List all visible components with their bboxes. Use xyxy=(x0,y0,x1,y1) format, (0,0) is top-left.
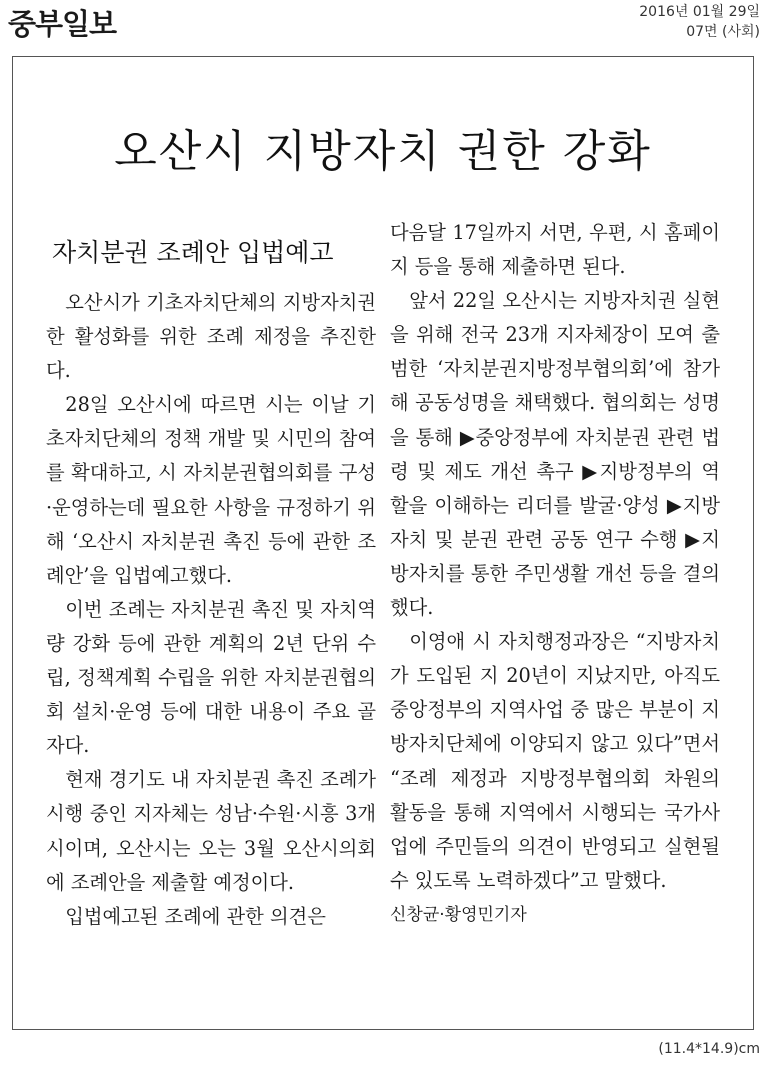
paragraph: 오산시가 기초자치단체의 지방자치권한 활성화를 위한 조례 제정을 추진한다. xyxy=(46,291,376,383)
article-subheadline: 자치분권 조례안 입법예고 xyxy=(52,238,334,267)
paragraph: 이번 조례는 자치분권 촉진 및 자치역량 강화 등에 관한 계획의 2년 단위 수립, 정책계획 수립을 위한 자치분권협의회 설치·운영 등에 대한 내용이 주요 골자다. xyxy=(46,597,376,758)
article-size-note: (11.4*14.9)cm xyxy=(658,1041,760,1057)
page-section: 07면 (사회) xyxy=(686,24,760,40)
paragraph: 입법예고된 조례에 관한 의견은 xyxy=(65,904,326,928)
article-headline: 오산시 지방자치 권한 강화 xyxy=(114,126,652,177)
paragraph: 앞서 22일 오산시는 지방자치권 실현을 위해 전국 23개 지자체장이 모여 출범한 ‘자치분권지방정부협의회’에 참가해 공동성명을 채택했다. 협의회는 성명을 통해 ▶중앙정부에 자치분권 관련 법령 및 제도 개선 촉구 ▶지방정부의 역할을 이해하는 리더를 발굴·양성 ▶지방자치 및 분권 관련 공동 연구 수행 ▶지방자치를 통한 주민생활 개선 등을 결의했다. xyxy=(390,289,720,620)
article-column-right xyxy=(390,216,720,932)
article-column-left xyxy=(46,238,376,934)
article-byline: 신창균·황영민기자 xyxy=(390,904,527,925)
paragraph: 현재 경기도 내 자치분권 촉진 조례가 시행 중인 지자체는 성남·수원·시흥 3개시이며, 오산시는 오는 3월 오산시의회에 조례안을 제출할 예정이다. xyxy=(46,768,376,894)
paragraph: 28일 오산시에 따르면 시는 이날 기초자치단체의 정책 개발 및 시민의 참여를 확대하고, 시 자치분권협의회를 구성·운영하는데 필요한 사항을 규정하기 위해 ‘오산시 자치분권 촉진 등에 관한 조례안’을 입법예고했다. xyxy=(46,393,376,587)
newspaper-masthead: 중부일보 xyxy=(8,7,117,41)
publication-date: 2016년 01월 29일 xyxy=(639,4,760,20)
paragraph: 다음달 17일까지 서면, 우편, 시 홈페이지 등을 통해 제출하면 된다. xyxy=(390,221,720,279)
publication-info xyxy=(639,2,760,42)
paragraph: 이영애 시 자치행정과장은 “지방자치가 도입된 지 20년이 지났지만, 아직도 중앙정부의 지역사업 중 많은 부분이 지방자치단체에 이양되지 않고 있다”면서 “조례 제정과 지방정부협의회 차원의 활동을 통해 지역에서 시행되는 국가사업에 주민들의 의견이 반영되고 실현될 수 있도록 노력하겠다”고 말했다. xyxy=(390,630,720,892)
